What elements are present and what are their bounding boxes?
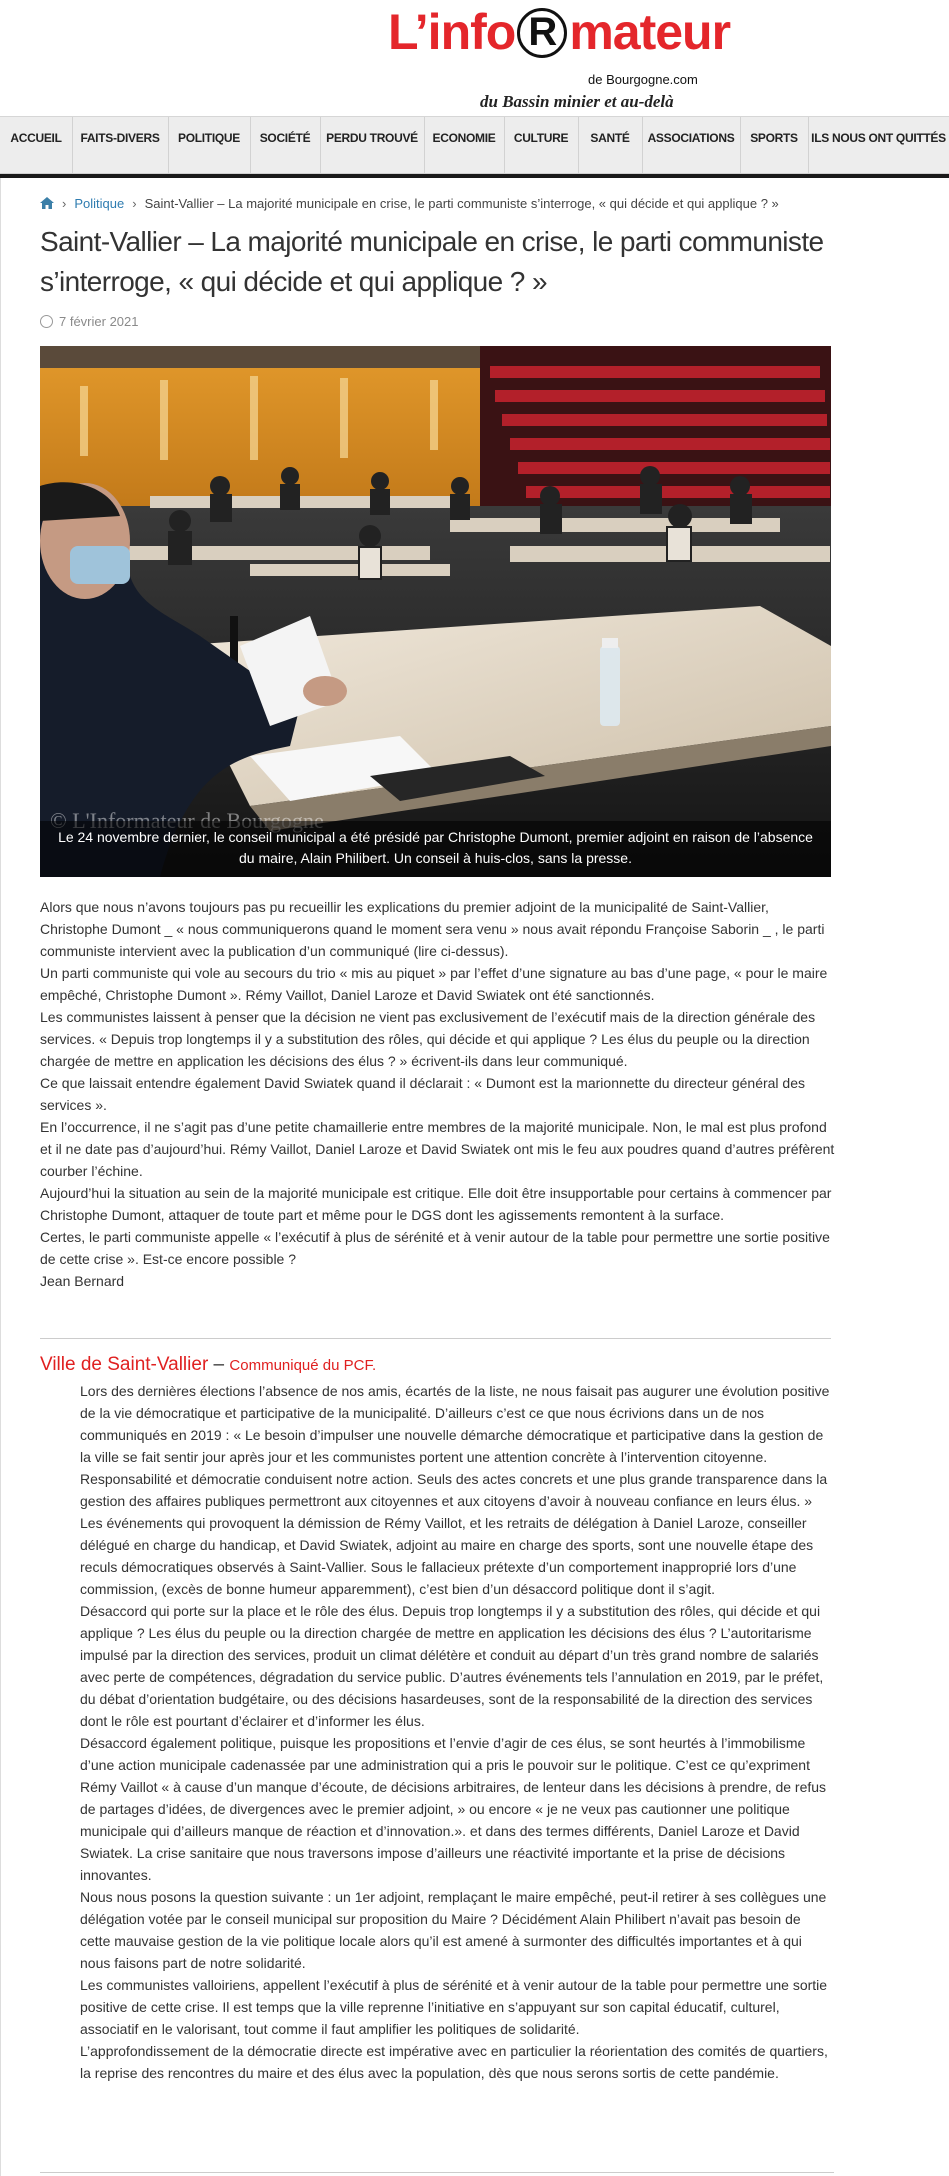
nav-item-associations[interactable]: ASSOCIATIONS xyxy=(642,117,741,173)
site-header xyxy=(0,0,949,114)
article-paragraph: Les communistes laissent à penser que la décision ne vient pas exclusivement de l’exécutif mais de la direction générale des services. « Depuis trop longtemps il y a substitution des rôles, qui décide et qui applique ? Les élus du peuple ou la direction chargée de mettre en application les décisions des élus ? » écrivent-ils dans leur communiqué. xyxy=(40,1009,816,1069)
press-paragraph: Les communistes valloiriens, appellent l’exécutif à plus de sérénité et à venir autour de la table pour permettre une sortie positive de cette crise. Il est temps que la ville reprenne l’initiative en s’appuyant sur son capital éducatif, culturel, associatif en le valorisant, tout comme il faut amplifier les politiques de solidarité. xyxy=(80,1977,828,2037)
breadcrumb-separator: › xyxy=(132,196,137,211)
main-nav xyxy=(0,116,949,174)
article-paragraph: En l’occurrence, il ne s’agit pas d’une petite chamaillerie entre membres de la majorité municipale. Non, le mal est plus profond et il ne date pas d’aujourd’hui. Rémy Vaillot, Daniel Laroze et David Swiatek ont mis le feu aux poudres quand d’autres préfèrent courber l’échine. xyxy=(40,1119,835,1179)
article-body xyxy=(40,896,835,1292)
press-paragraph: Désaccord qui porte sur la place et le rôle des élus. Depuis trop longtemps il y a substitution des rôles, qui décide et qui applique ? Les élus du peuple ou la direction chargée de mettre en application les décisions des élus ? L’autoritarisme impulsé par la direction des services, produit un climat délétère et conduit au départ d’un très grand nombre de salariés avec perte de compétences, dégradation du service public. D’autres événements tels l’annulation en 2019, par le préfet, du débat d’orientation budgétaire, ou des décisions hasardeuses, sont de la responsabilité de la direction des services dont le rôle est pourtant d’éclairer et d’informer les élus. xyxy=(80,1603,824,1729)
article-date-text: 7 février 2021 xyxy=(59,314,139,329)
press-paragraph: Nous nous posons la question suivante : un 1er adjoint, remplaçant le maire empêché, peut-il retirer à ses collègues une délégation votée par le conseil municipal sur proposition du Maire ? Décidément Alain Philibert n’avait pas besoin de cette mauvaise gestion de la vie politique locale alors qu’il est amené à surmonter des difficultés importantes et à qui nous faisons part de notre solidarité. xyxy=(80,1889,827,1971)
press-release-subheading: Communiqué du PCF. xyxy=(229,1357,377,1374)
nav-item-perdu-trouve[interactable]: PERDU TROUVÉ xyxy=(320,117,425,173)
press-paragraph: Lors des dernières élections l’absence de nos amis, écartés de la liste, ne nous faisait pas augurer une évolution positive de la vie démocratique et participative de la municipalité. D’ailleurs c’est ce que nous écrivions dans un de nos communiqués en 2019 : « Le besoin d’impulser une nouvelle démarche démocratique et participative dans la gestion de la ville se fait sentir jour après jour et les communistes portent une attention concrète à l’intervention citoyenne. Responsabilité et démocratie conduisent notre action. Seuls des actes concrets et une plus grande transparence dans la gestion des affaires publiques permettront aux citoyennes et aux citoyens d’avoir à nouveau confiance en leurs élus. » xyxy=(80,1383,830,1509)
breadcrumb-current: Saint-Vallier – La majorité municipale en crise, le parti communiste s’interroge, « qui décide et qui applique ? » xyxy=(144,196,779,211)
breadcrumb-separator: › xyxy=(62,196,67,211)
press-paragraph: Les événements qui provoquent la démission de Rémy Vaillot, et les retraits de délégation à Daniel Laroze, conseiller délégué en charge du handicap, et David Swiatek, adjoint au maire en charge des sports, sont une nouvelle étape des reculs démocratiques observés à Saint-Vallier. Sous le fallacieux prétexte d’un comportement inapproprié lors d’une commission, (excès de bonne humeur apparemment), c’est bien d’un désaccord politique dont il s’agit. xyxy=(80,1515,814,1597)
site-tagline: du Bassin minier et au-delà xyxy=(480,92,674,111)
section-divider xyxy=(40,1338,831,1339)
article-paragraph: Un parti communiste qui vole au secours du trio « mis au piquet » par l’effet d’une signature au bas d’une page, « pour le maire empêché, Christophe Dumont ». Rémy Vaillot, Daniel Laroze et David Swiatek ont été sanctionnés. xyxy=(40,965,828,1003)
article-photo[interactable] xyxy=(40,346,831,877)
press-release-heading xyxy=(40,1354,376,1376)
logo-wordmark: L’info R mateur xyxy=(388,4,731,60)
nav-item-sante[interactable]: SANTÉ xyxy=(578,117,643,173)
breadcrumb xyxy=(40,196,840,211)
press-paragraph: Désaccord également politique, puisque les propositions et l’envie d’agir de ces élus, se sont heurtés à l’immobilisme d’une action municipale cadenassée par une administration qui a pris le pouvoir sur le politique. C’est ce qu’expriment Rémy Vaillot « à cause d’un manque d’écoute, de décisions arbitraires, de lenteur dans les décisions à prendre, de refus de partages d’idées, de divergences avec le premier adjoint, » ou encore « je ne veux pas cautionner une politique municipale qui d’ailleurs manque de réaction et d’innovation.». et dans des termes différents, Daniel Laroze et David Swiatek. La crise sanitaire que nous traversons impose d’ailleurs une réactivité importante et la prise de décisions innovantes. xyxy=(80,1735,827,1883)
article-author: Jean Bernard xyxy=(40,1273,125,1289)
nav-item-ils-nous-ont-quittes[interactable]: ILS NOUS ONT QUITTÉS xyxy=(811,131,946,145)
nav-item-faits-divers[interactable]: FAITS-DIVERS xyxy=(72,117,169,173)
nav-item-sports[interactable]: SPORTS xyxy=(740,117,809,173)
page-left-border xyxy=(0,178,1,2176)
logo-subtitle: de Bourgogne.com xyxy=(588,72,698,87)
press-paragraph: L’approfondissement de la démocratie directe est impérative avec en particulier la réorientation des comités de quartiers, la reprise des rencontres du maire et des élus avec la population, dès que nous serons sortis de cette pandémie. xyxy=(80,2043,828,2081)
article-paragraph: Alors que nous n’avons toujours pas pu recueillir les explications du premier adjoint de la municipalité de Saint-Vallier, Christophe Dumont _ « nous communiquerons quand le moment sera venu » nous avait répondu Françoise Saborin _ , le parti communiste intervient avec la publication d’un communiqué (lire ci-dessus). xyxy=(40,899,825,959)
home-icon[interactable] xyxy=(40,197,54,209)
nav-item-culture[interactable]: CULTURE xyxy=(504,117,579,173)
nav-item-societe[interactable]: SOCIÉTÉ xyxy=(250,117,321,173)
article-paragraph: Certes, le parti communiste appelle « l’exécutif à plus de sérénité et à venir autour de la table pour permettre une sortie positive de cette crise ». Est-ce encore possible ? xyxy=(40,1229,830,1267)
breadcrumb-category-link[interactable]: Politique xyxy=(74,196,125,211)
photo-caption: Le 24 novembre dernier, le conseil municipal a été présidé par Christophe Dumont, premier adjoint en raison de l’absence du maire, Alain Philibert. Un conseil à huis-clos, sans la presse. xyxy=(58,829,813,866)
article-paragraph: Aujourd’hui la situation au sein de la majorité municipale est critique. Elle doit être insupportable pour certains à commencer par Christophe Dumont, attaquer de toute part et même pour le DGS dont les agissements remontent à la surface. xyxy=(40,1185,832,1223)
press-release-body xyxy=(80,1380,832,2084)
press-release-city: Ville de Saint-Vallier xyxy=(40,1354,209,1375)
council-meeting-photo xyxy=(40,346,831,877)
nav-item-politique[interactable]: POLITIQUE xyxy=(168,117,251,173)
nav-item-economie[interactable]: ECONOMIE xyxy=(424,117,505,173)
heading-dash: – xyxy=(208,1354,230,1375)
article-paragraph: Ce que laissait entendre également David Swiatek quand il déclarait : « Dumont est la marionnette du directeur général des services ». xyxy=(40,1075,805,1113)
nav-item-accueil[interactable]: ACCUEIL xyxy=(0,117,73,173)
nav-underline xyxy=(0,174,949,178)
article-title: Saint-Vallier – La majorité municipale en crise, le parti communiste s’interroge, « qui décide et qui applique ? » xyxy=(40,226,824,297)
article-date xyxy=(40,314,139,329)
logo-r-circle: R xyxy=(517,8,567,58)
bottom-divider xyxy=(40,2172,834,2173)
clock-icon xyxy=(40,315,53,328)
site-logo[interactable] xyxy=(388,0,808,114)
